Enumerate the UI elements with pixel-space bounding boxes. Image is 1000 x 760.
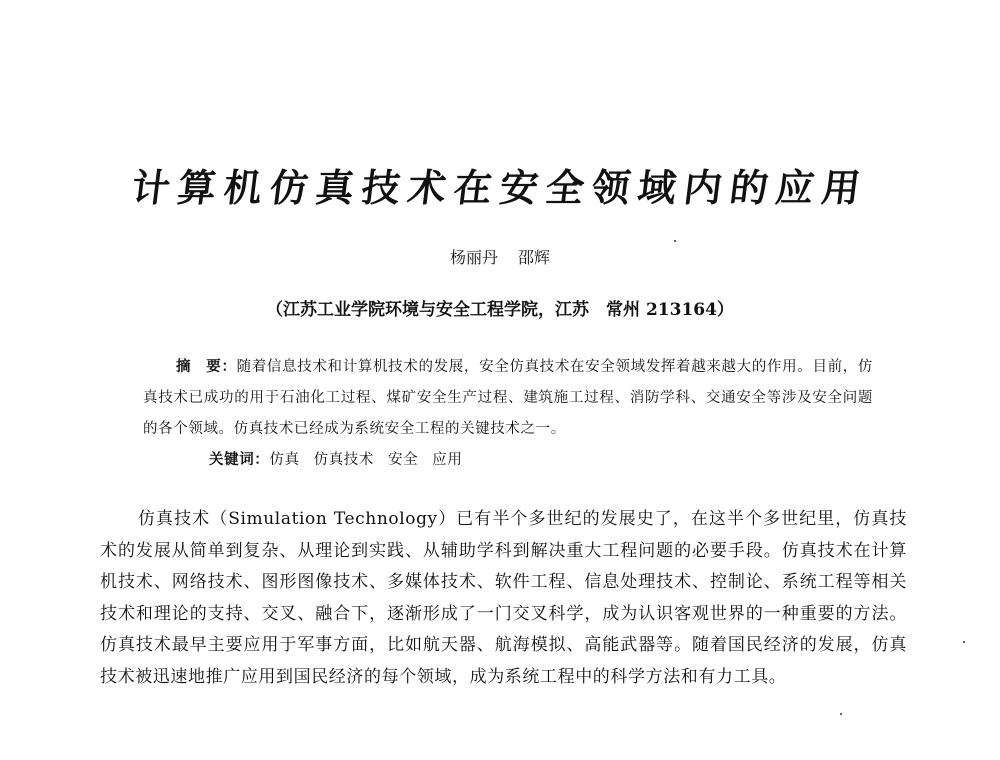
abstract-label: 摘 要： xyxy=(176,359,237,375)
scan-speck xyxy=(674,240,676,242)
paper-title: 计算机仿真技术在安全领域内的应用 xyxy=(129,165,871,210)
abstract-paragraph xyxy=(143,352,873,445)
scan-speck xyxy=(963,641,965,643)
affiliation: （江苏工业学院环境与安全工程学院，江苏 常州 213164） xyxy=(266,300,734,320)
keyword: 仿真技术 xyxy=(313,452,375,468)
keywords-label: 关键词： xyxy=(209,452,270,468)
author-name: 杨丽丹 xyxy=(449,248,498,267)
author-line xyxy=(300,247,700,269)
abstract-block xyxy=(143,352,873,476)
abstract-text: 随着信息技术和计算机技术的发展，安全仿真技术在安全领域发挥着越来越大的作用。目前，仿真技术已成功的用于石油化工过程、煤矿安全生产过程、建筑施工过程、消防学科、交通安全等涉及安全问题的各个领域。仿真技术已经成为系统安全工程的关键技术之一。 xyxy=(143,359,873,437)
body-text xyxy=(100,504,907,693)
scan-speck xyxy=(840,713,842,715)
keyword: 应用 xyxy=(432,452,463,468)
author-name: 邵辉 xyxy=(518,248,551,267)
body-paragraph: 仿真技术（Simulation Technology）已有半个多世纪的发展史了，在这半个多世纪里，仿真技术的发展从简单到复杂、从理论到实践、从辅助学科到解决重大工程问题的必要手段。仿真技术在计算机技术、网络技术、图形图像技术、多媒体技术、软件工程、信息处理技术、控制论、系统工程等相关技术和理论的支持、交叉、融合下，逐渐形成了一门交叉科学，成为认识客观世界的一种重要的方法。仿真技术最早主要应用于军事方面，比如航天器、航海模拟、高能武器等。随着国民经济的发展，仿真技术被迅速地推广应用到国民经济的每个领域，成为系统工程中的科学方法和有力工具。 xyxy=(100,509,907,687)
keyword: 仿真 xyxy=(269,452,300,468)
keyword: 安全 xyxy=(388,452,419,468)
keywords-line xyxy=(143,445,873,476)
